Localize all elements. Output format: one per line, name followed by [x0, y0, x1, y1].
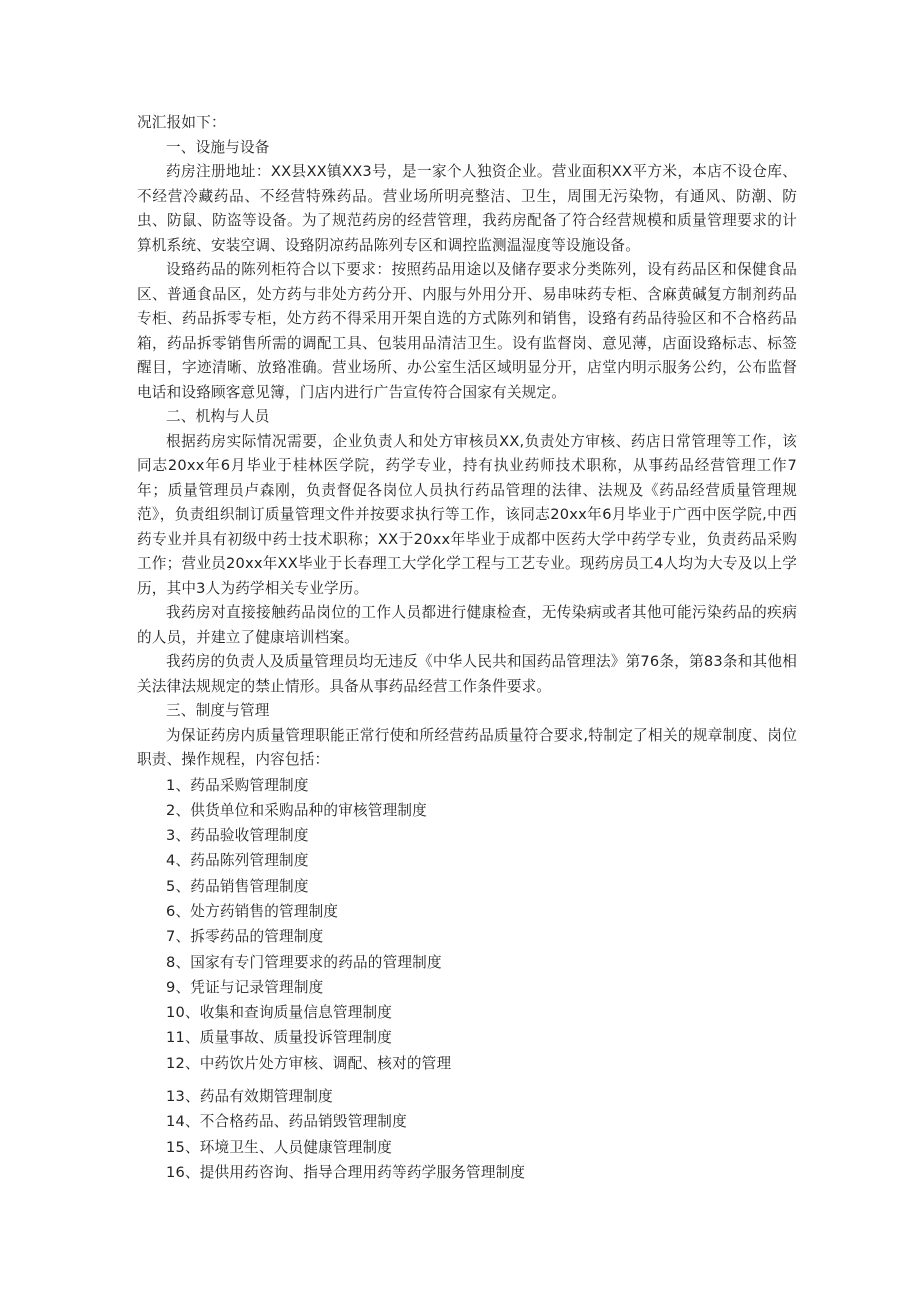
intro-text: 况汇报如下：	[137, 114, 226, 131]
list-item: 5、药品销售管理制度	[166, 877, 309, 895]
section-heading-facilities: 一、设施与设备	[166, 138, 270, 156]
list-item: 4、药品陈列管理制度	[166, 852, 309, 870]
paragraph-regulations: 为保证药房内质量管理职能正常行使和所经营药品质量符合要求,特制定了相关的规章制度、岗位职责、操作规程，内容包括：	[137, 726, 797, 768]
paragraph-staff: 根据药房实际情况需要，企业负责人和处方审核员XX,负责处方审核、药店日常管理等工作，该同志20xx年6月毕业于桂林医学院，药学专业，持有执业药师技术职称，从事药品经营管理工作7年；质量管理员卢森刚，负责督促各岗位人员执行药品管理的法律、法规及《药品经营质量管理规范》，负责组织制订质量管理文件并按要求执行等工作，该同志20xx年6月毕业于广西中医学院,中西药专业并具有初级中药士技术职称；XX于20xx年毕业于成都中医药大学中药学专业，负责药品采购工作；营业员20xx年XX毕业于长春理工大学化学工程与工艺专业。现药房员工4人均为大专及以上学历，其中3人为药学相关专业学历。	[137, 432, 797, 597]
list-item: 16、提供用药咨询、指导合理用药等药学服务管理制度	[166, 1163, 526, 1181]
paragraph-health-check: 我药房对直接接触药品岗位的工作人员都进行健康检查，无传染病或者其他可能污染药品的疾病的人员，并建立了健康培训档案。	[137, 604, 797, 646]
list-item: 12、中药饮片处方审核、调配、核对的管理	[166, 1054, 452, 1072]
section-heading-personnel: 二、机构与人员	[166, 408, 270, 425]
list-item: 9、凭证与记录管理制度	[166, 978, 324, 996]
list-item: 3、药品验收管理制度	[166, 827, 309, 845]
section-heading-management: 三、制度与管理	[166, 702, 270, 719]
list-item: 7、拆零药品的管理制度	[166, 928, 324, 946]
regulations-list	[137, 773, 797, 1186]
list-item: 10、收集和查询质量信息管理制度	[166, 1004, 393, 1022]
list-item: 11、质量事故、质量投诉管理制度	[166, 1029, 393, 1047]
document-body	[137, 111, 797, 1185]
list-item: 2、供货单位和采购品种的审核管理制度	[166, 801, 427, 819]
paragraph-compliance: 我药房的负责人及质量管理员均无违反《中华人民共和国药品管理法》第76条，第83条和其他相关法律法规规定的禁止情形。具备从事药品经营工作条件要求。	[137, 653, 797, 695]
list-item: 6、处方药销售的管理制度	[166, 902, 339, 920]
paragraph-display-cabinets: 设臵药品的陈列柜符合以下要求：按照药品用途以及储存要求分类陈列，设有药品区和保健食品区、普通食品区，处方药与非处方药分开、内服与外用分开、易串味药专柜、含麻黄碱复方制剂药品专柜、药品拆零专柜，处方药不得采用开架自选的方式陈列和销售，设臵有药品待验区和不合格药品箱，药品拆零销售所需的调配工具、包装用品清洁卫生。设有监督岗、意见薄，店面设臵标志、标签醒目，字迹清晰、放臵准确。营业场所、办公室生活区域明显分开，店堂内明示服务公约，公布监督电话和设臵顾客意见簿，门店内进行广告宣传符合国家有关规定。	[137, 261, 797, 401]
list-item: 15、环境卫生、人员健康管理制度	[166, 1138, 393, 1156]
paragraph-address: 药房注册地址：XX县XX镇XX3号，是一家个人独资企业。营业面积XX平方米，本店不设仓库、不经营冷藏药品、不经营特殊药品。营业场所明亮整洁、卫生，周围无污染物，有通风、防潮、防虫、防鼠、防盗等设备。为了规范药房的经营管理，我药房配备了符合经营规模和质量管理要求的计算机系统、安装空调、设臵阴凉药品陈列专区和调控监测温湿度等设施设备。	[137, 163, 797, 254]
list-item: 13、药品有效期管理制度	[166, 1088, 333, 1106]
list-item: 1、药品采购管理制度	[166, 776, 309, 794]
list-item: 8、国家有专门管理要求的药品的管理制度	[166, 953, 442, 971]
list-item: 14、不合格药品、药品销毁管理制度	[166, 1113, 407, 1131]
